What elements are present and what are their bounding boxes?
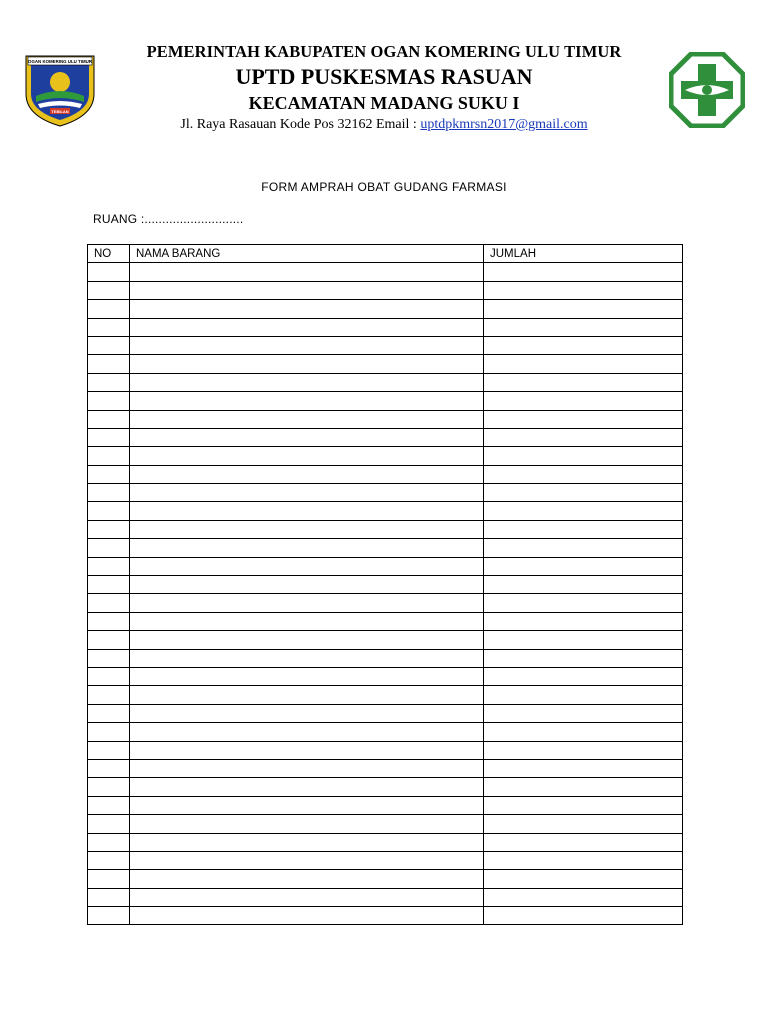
cell-jumlah[interactable] xyxy=(484,392,683,410)
cell-jumlah[interactable] xyxy=(484,851,683,869)
table-row xyxy=(88,300,683,318)
cell-no[interactable] xyxy=(88,447,130,465)
table-row xyxy=(88,263,683,281)
cell-nama-barang[interactable] xyxy=(130,447,484,465)
table-row xyxy=(88,778,683,796)
column-header-nama-barang: NAMA BARANG xyxy=(130,245,484,263)
cell-jumlah[interactable] xyxy=(484,612,683,630)
cell-no[interactable] xyxy=(88,741,130,759)
cell-nama-barang[interactable] xyxy=(130,465,484,483)
table-row xyxy=(88,851,683,869)
cell-no[interactable] xyxy=(88,355,130,373)
cell-nama-barang[interactable] xyxy=(130,907,484,925)
cell-jumlah[interactable] xyxy=(484,484,683,502)
table-row xyxy=(88,373,683,391)
cell-no[interactable] xyxy=(88,796,130,814)
cell-nama-barang[interactable] xyxy=(130,759,484,777)
cell-no[interactable] xyxy=(88,778,130,796)
cell-no[interactable] xyxy=(88,465,130,483)
table-row xyxy=(88,336,683,354)
table-row xyxy=(88,815,683,833)
cell-jumlah[interactable] xyxy=(484,667,683,685)
cell-no[interactable] xyxy=(88,759,130,777)
cell-no[interactable] xyxy=(88,576,130,594)
cell-jumlah[interactable] xyxy=(484,428,683,446)
table-row xyxy=(88,465,683,483)
cell-no[interactable] xyxy=(88,723,130,741)
cell-jumlah[interactable] xyxy=(484,686,683,704)
cell-jumlah[interactable] xyxy=(484,815,683,833)
cell-no[interactable] xyxy=(88,815,130,833)
cell-nama-barang[interactable] xyxy=(130,300,484,318)
cell-nama-barang[interactable] xyxy=(130,870,484,888)
cell-no[interactable] xyxy=(88,557,130,575)
cell-nama-barang[interactable] xyxy=(130,539,484,557)
cell-nama-barang[interactable] xyxy=(130,263,484,281)
cell-nama-barang[interactable] xyxy=(130,833,484,851)
table-row xyxy=(88,520,683,538)
cell-no[interactable] xyxy=(88,484,130,502)
address-text: Jl. Raya Rasauan Kode Pos 32162 Email : xyxy=(180,117,421,132)
cell-jumlah[interactable] xyxy=(484,723,683,741)
cell-no[interactable] xyxy=(88,667,130,685)
table-row xyxy=(88,631,683,649)
cell-nama-barang[interactable] xyxy=(130,667,484,685)
cell-jumlah[interactable] xyxy=(484,355,683,373)
cell-nama-barang[interactable] xyxy=(130,410,484,428)
cell-no[interactable] xyxy=(88,520,130,538)
table-row xyxy=(88,612,683,630)
puskesmas-cross-icon xyxy=(669,52,745,128)
cell-nama-barang[interactable] xyxy=(130,484,484,502)
table-row xyxy=(88,428,683,446)
table-row xyxy=(88,704,683,722)
regency-coat-of-arms-logo xyxy=(22,50,98,128)
table-row xyxy=(88,318,683,336)
column-header-jumlah: JUMLAH xyxy=(484,245,683,263)
district-name: KECAMATAN MADANG SUKU I xyxy=(248,93,520,113)
table-row xyxy=(88,759,683,777)
table-row xyxy=(88,594,683,612)
cell-no[interactable] xyxy=(88,410,130,428)
cell-jumlah[interactable] xyxy=(484,907,683,925)
cell-no[interactable] xyxy=(88,594,130,612)
table-row xyxy=(88,907,683,925)
table-row xyxy=(88,833,683,851)
cell-nama-barang[interactable] xyxy=(130,557,484,575)
cell-no[interactable] xyxy=(88,373,130,391)
cell-jumlah[interactable] xyxy=(484,796,683,814)
cell-jumlah[interactable] xyxy=(484,263,683,281)
cell-nama-barang[interactable] xyxy=(130,778,484,796)
table-row xyxy=(88,502,683,520)
cell-jumlah[interactable] xyxy=(484,576,683,594)
cell-nama-barang[interactable] xyxy=(130,631,484,649)
cell-jumlah[interactable] xyxy=(484,759,683,777)
cell-jumlah[interactable] xyxy=(484,300,683,318)
cell-no[interactable] xyxy=(88,502,130,520)
cell-no[interactable] xyxy=(88,263,130,281)
cell-no[interactable] xyxy=(88,318,130,336)
cell-jumlah[interactable] xyxy=(484,557,683,575)
cell-nama-barang[interactable] xyxy=(130,355,484,373)
cell-jumlah[interactable] xyxy=(484,373,683,391)
cell-nama-barang[interactable] xyxy=(130,686,484,704)
logo-motto-text: TEBILAN xyxy=(51,109,69,114)
cell-jumlah[interactable] xyxy=(484,870,683,888)
cell-no[interactable] xyxy=(88,833,130,851)
cell-no[interactable] xyxy=(88,851,130,869)
cell-jumlah[interactable] xyxy=(484,704,683,722)
email-link[interactable]: uptdpkmrsn2017@gmail.com xyxy=(420,117,588,132)
table-row xyxy=(88,447,683,465)
table-header-row xyxy=(88,245,683,263)
form-title: FORM AMPRAH OBAT GUDANG FARMASI xyxy=(261,180,507,194)
cell-no[interactable] xyxy=(88,300,130,318)
cell-no[interactable] xyxy=(88,428,130,446)
cell-no[interactable] xyxy=(88,539,130,557)
table-row xyxy=(88,392,683,410)
cell-nama-barang[interactable] xyxy=(130,649,484,667)
cell-nama-barang[interactable] xyxy=(130,796,484,814)
cell-nama-barang[interactable] xyxy=(130,815,484,833)
cell-nama-barang[interactable] xyxy=(130,851,484,869)
cell-nama-barang[interactable] xyxy=(130,373,484,391)
table-row xyxy=(88,410,683,428)
table-row xyxy=(88,723,683,741)
cell-jumlah[interactable] xyxy=(484,520,683,538)
cell-nama-barang[interactable] xyxy=(130,612,484,630)
cell-jumlah[interactable] xyxy=(484,447,683,465)
cell-no[interactable] xyxy=(88,336,130,354)
table-row xyxy=(88,686,683,704)
cell-no[interactable] xyxy=(88,649,130,667)
table-row xyxy=(88,557,683,575)
table-row xyxy=(88,888,683,906)
items-table xyxy=(87,244,683,925)
cell-jumlah[interactable] xyxy=(484,336,683,354)
table-row xyxy=(88,649,683,667)
government-name: PEMERINTAH KABUPATEN OGAN KOMERING ULU TIMUR xyxy=(146,42,622,61)
cell-jumlah[interactable] xyxy=(484,502,683,520)
cell-nama-barang[interactable] xyxy=(130,741,484,759)
cell-no[interactable] xyxy=(88,888,130,906)
logo-banner-text: OGAN KOMERING ULU TIMUR xyxy=(28,59,92,64)
cell-jumlah[interactable] xyxy=(484,594,683,612)
cell-nama-barang[interactable] xyxy=(130,502,484,520)
table-body xyxy=(88,263,683,925)
table-row xyxy=(88,870,683,888)
cell-jumlah[interactable] xyxy=(484,539,683,557)
column-header-no: NO xyxy=(88,245,130,263)
table-row xyxy=(88,281,683,299)
cell-jumlah[interactable] xyxy=(484,741,683,759)
letterhead xyxy=(100,41,668,134)
address-line xyxy=(100,116,668,134)
table-row xyxy=(88,576,683,594)
table-row xyxy=(88,741,683,759)
cell-nama-barang[interactable] xyxy=(130,520,484,538)
cell-nama-barang[interactable] xyxy=(130,428,484,446)
cell-nama-barang[interactable] xyxy=(130,281,484,299)
cell-nama-barang[interactable] xyxy=(130,318,484,336)
cell-nama-barang[interactable] xyxy=(130,594,484,612)
table-row xyxy=(88,355,683,373)
cell-jumlah[interactable] xyxy=(484,465,683,483)
cell-jumlah[interactable] xyxy=(484,410,683,428)
cell-jumlah[interactable] xyxy=(484,318,683,336)
cell-no[interactable] xyxy=(88,907,130,925)
cell-jumlah[interactable] xyxy=(484,833,683,851)
cell-no[interactable] xyxy=(88,612,130,630)
cell-jumlah[interactable] xyxy=(484,281,683,299)
cell-nama-barang[interactable] xyxy=(130,576,484,594)
cell-no[interactable] xyxy=(88,631,130,649)
cell-jumlah[interactable] xyxy=(484,649,683,667)
cell-jumlah[interactable] xyxy=(484,631,683,649)
cell-no[interactable] xyxy=(88,281,130,299)
table-row xyxy=(88,667,683,685)
cell-no[interactable] xyxy=(88,392,130,410)
institution-name: UPTD PUSKESMAS RASUAN xyxy=(235,64,533,89)
table-row xyxy=(88,796,683,814)
cell-no[interactable] xyxy=(88,704,130,722)
cell-nama-barang[interactable] xyxy=(130,888,484,906)
cell-nama-barang[interactable] xyxy=(130,723,484,741)
cell-nama-barang[interactable] xyxy=(130,392,484,410)
cell-nama-barang[interactable] xyxy=(130,704,484,722)
cell-jumlah[interactable] xyxy=(484,778,683,796)
table-row xyxy=(88,539,683,557)
ruang-field[interactable]: RUANG :............................ xyxy=(93,212,244,226)
cell-jumlah[interactable] xyxy=(484,888,683,906)
table-row xyxy=(88,484,683,502)
cell-nama-barang[interactable] xyxy=(130,336,484,354)
cell-no[interactable] xyxy=(88,870,130,888)
cell-no[interactable] xyxy=(88,686,130,704)
